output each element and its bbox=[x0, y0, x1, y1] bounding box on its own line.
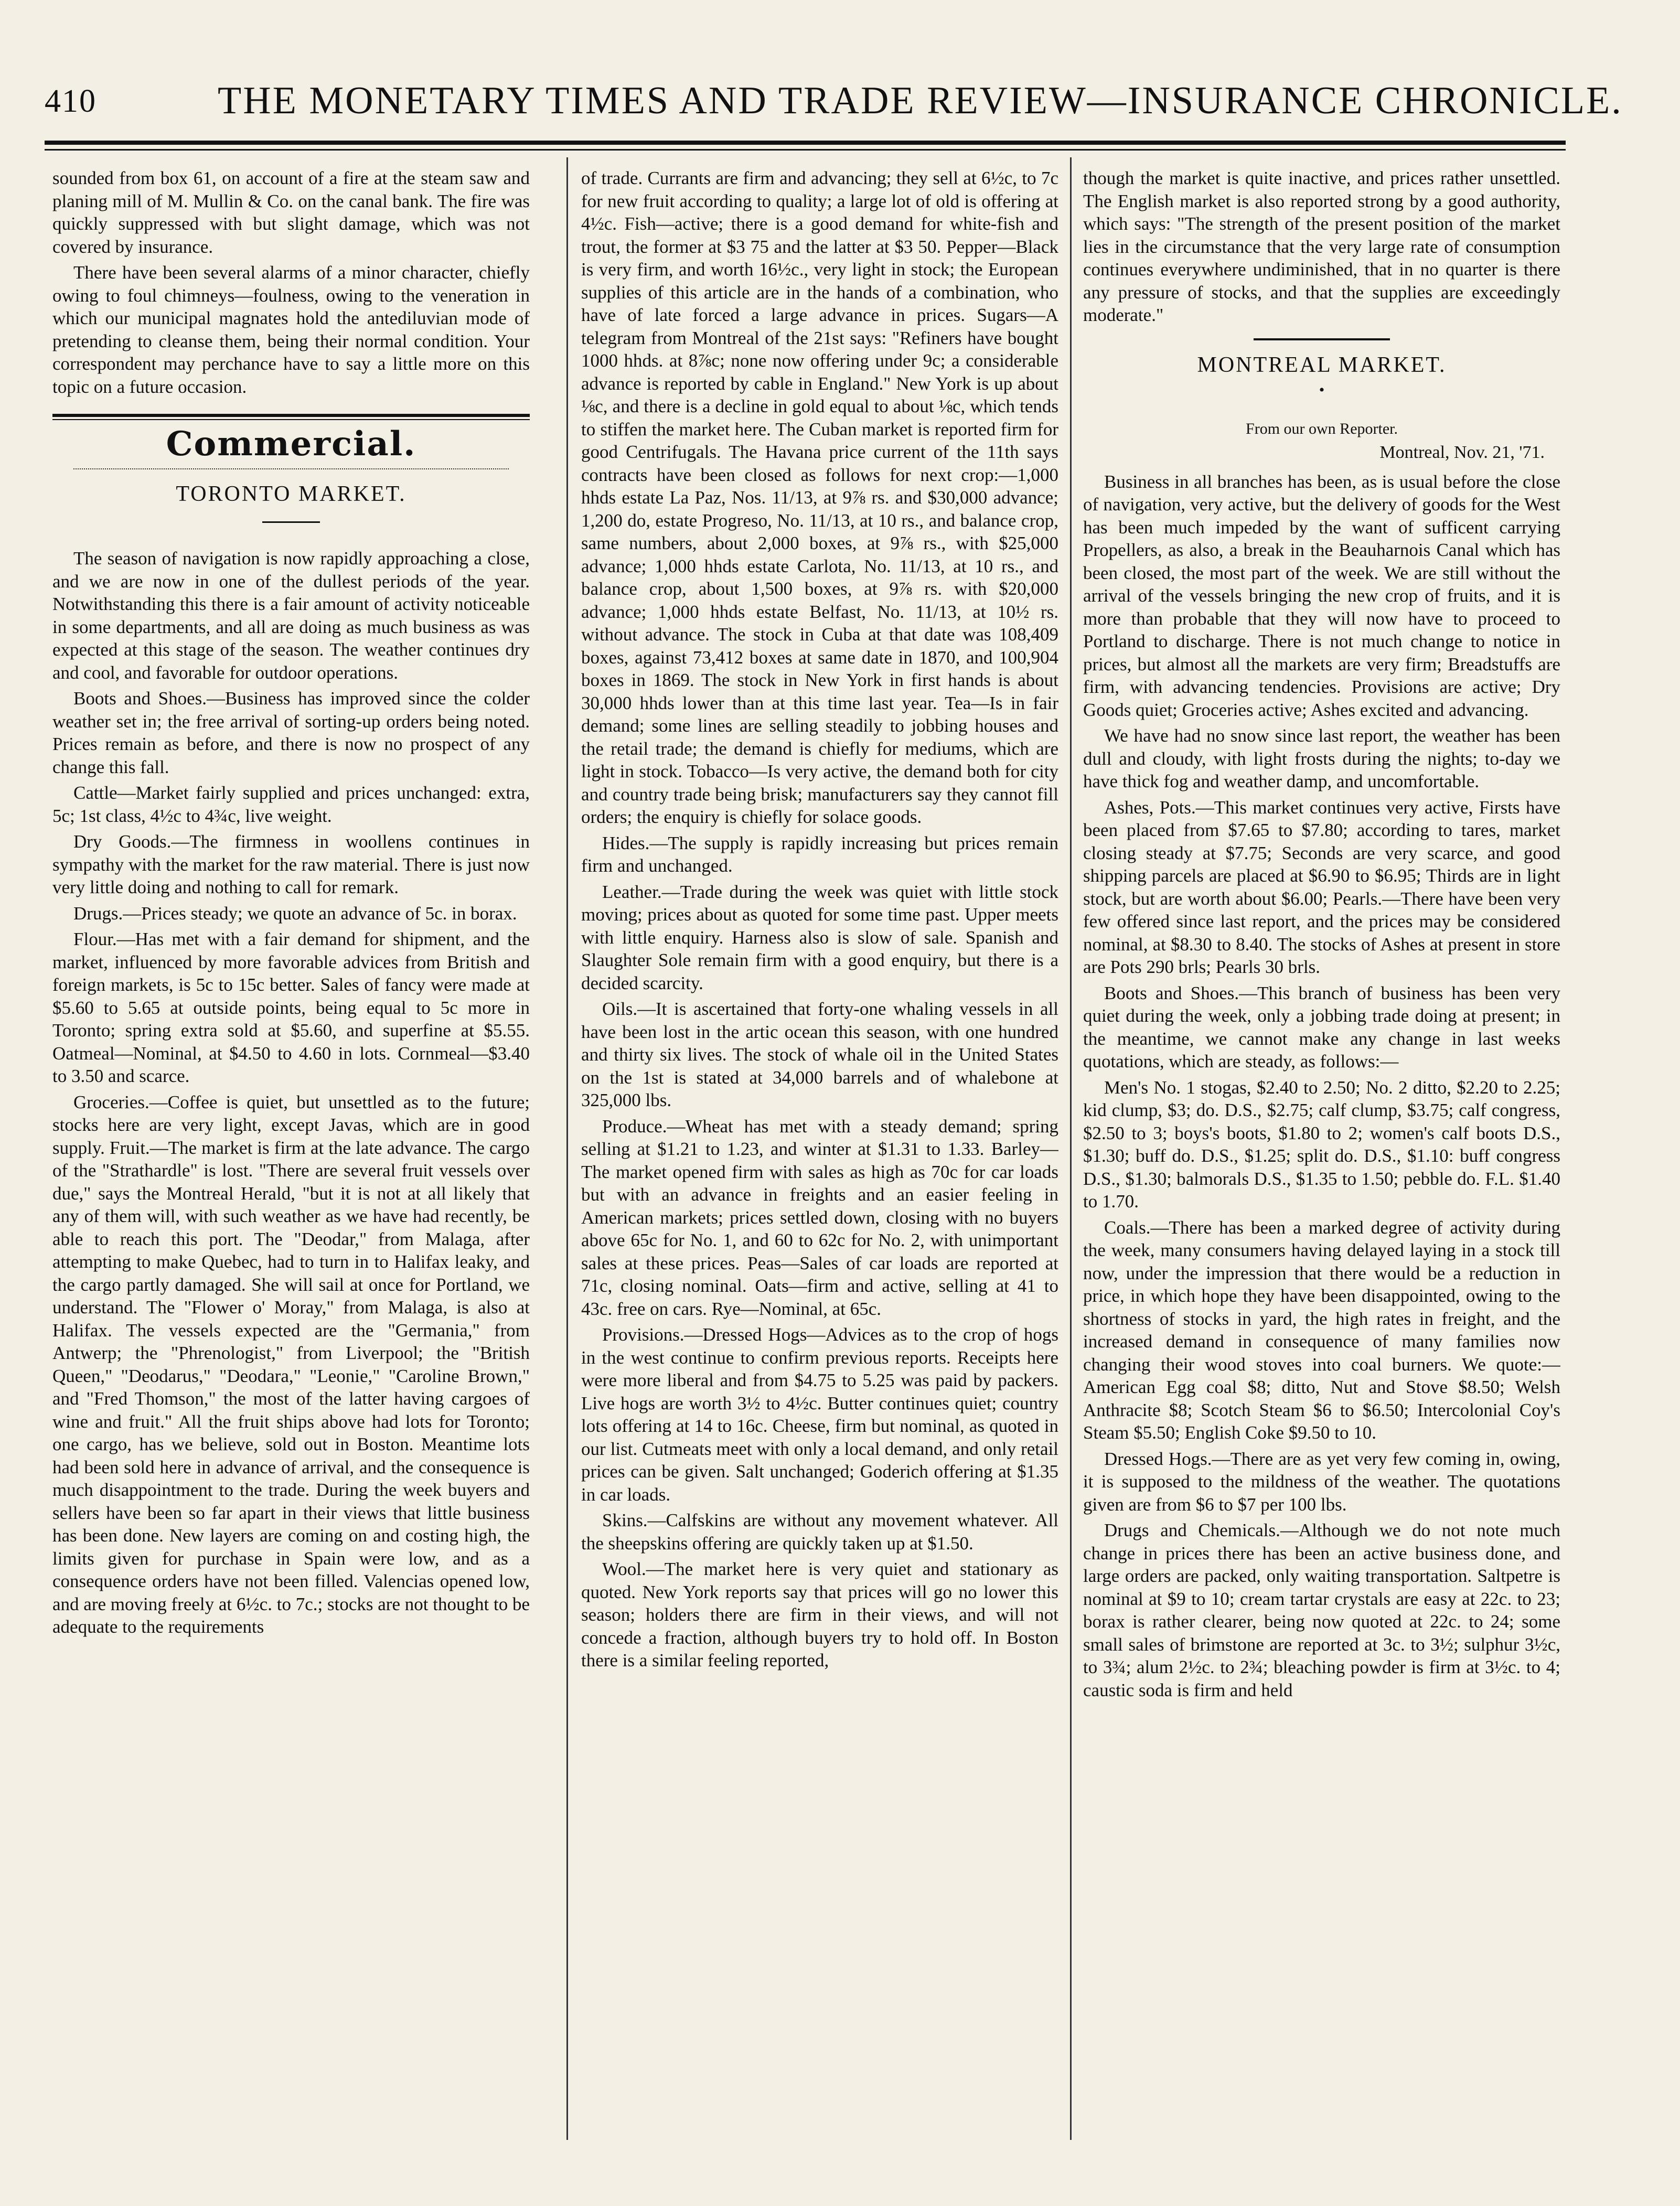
section-rule bbox=[52, 414, 530, 417]
reporter-line: From our own Reporter. bbox=[1246, 420, 1398, 437]
chimney-paragraph: There have been several alarms of a minor character, chiefly owing to foul chimneys—foulness, owing to the veneration in which our municipal magnates hold the antediluvian mode of pretending to cleanse them, being their normal condition. Your correspondent may perchance have to say a little more on this topic on a future occasion. bbox=[52, 262, 530, 397]
drugs-paragraph: Drugs.—Prices steady; we quote an advance of 5c. in borax. bbox=[73, 903, 517, 924]
wool-continued-paragraph: though the market is quite inactive, and prices rather unsettled. The English market is also reported strong by a good authority, which says: "The strength of the present position of the market lies in the circumstance that the very large rate of consumption continues everywhere undiminished, that in no quarter is there any pressure of stocks, and that the supplies are exceedingly moderate." bbox=[1083, 168, 1560, 325]
boots-shoes-paragraph: Boots and Shoes.—This branch of business has been very quiet during the week, only a jobbing trade doing at present; in the meantime, we cannot make any change in last weeks quotations, which are steady, as follows:— bbox=[1083, 982, 1560, 1072]
section-title: Commercial. bbox=[166, 424, 416, 464]
groceries-continued-paragraph: of trade. Currants are firm and advancing; they sell at 6½c, to 7c for new fruit according to quality; a large lot of old is offering at 4½c. Fish—active; there is a good demand for white-fish and trout, the former at $3 75 and the latter at $3 50. Pepper—Black is very firm, and worth 16½c., very light in stock; the European supplies of this article are in the hands of a combination, who have of late forced a large advance in prices. Sugars—A telegram from Montreal of the 21st says: "Refiners have bought 1000 hhds. at 8⅞c; none now offering under 9c; a considerable advance is reported by cable in England." New York is up about ⅛c, and there is a decline in gold equal to about ⅛c, which tends to stiffen the market here. The Cuban market is reported firm for good Centrifugals. The Havana price current of the 11th says contracts have been closed as follows for next crop:—1,000 hhds estate La Paz, Nos. 11/13, at 9⅞ rs. and $30,000 advance; 1,200 do, estate Progreso, No. 11/13, at 10 rs., and balance crop, same numbers, about 2,000 boxes, at 9⅞ rs., with $25,000 advance; 1,000 hhds estate Carlota, No. 11/13, at 10 rs., and balance crop, about 1,500 boxes, at 9⅞ rs. with $20,000 advance; 1,000 hhds estate Belfast, No. 11/13, at 10½ rs. without advance. The stock in Cuba at that date was 108,409 boxes, against 73,412 boxes at same date in 1870, and 100,904 boxes in 1869. The stock in New York in first hands is about 30,000 hhds lower than at this time last year. Tea—Is in fair demand; some lines are selling steadily to jobbing houses and the retail trade; the demand is chiefly for mediums, which are light in stock. Tobacco—Is very active, the demand both for city and country trade being brisk; manufacturers say they cannot fill orders; the enquiry is chiefly for solace goods. bbox=[581, 168, 1058, 827]
dotted-rule bbox=[73, 468, 509, 469]
oils-paragraph: Oils.—It is ascertained that forty-one whaling vessels in all have been lost in the artic ocean this season, with one hundred and thirty six lives. The stock of whale oil in the United States on the 1st is stated at 34,000 barrels and of whalebone at 325,000 lbs. bbox=[581, 999, 1058, 1110]
wool-paragraph: Wool.—The market here is very quiet and stationary as quoted. New York reports say that prices will go no lower this season; holders there are firm in their views, and will not concede a fraction, although buyers try to hold off. In Boston there is a similar feeling reported, bbox=[581, 1559, 1058, 1670]
ashes-paragraph: Ashes, Pots.—This market continues very active, Firsts have been placed from $7.65 to $7.80; according to tares, market closing steady at $7.75; Seconds are very scarce, and good shipping parcels are placed at $6.90 to $6.95; Thirds are in light stock, but are worth about $6.00; Pearls.—There have been very few offered since last report, and the prices may be considered nominal, at $8.30 to 8.40. The stocks of Ashes at present in store are Pots 290 brls; Pearls 30 brls. bbox=[1083, 797, 1560, 977]
column-3 bbox=[1083, 167, 1560, 2149]
flour-paragraph: Flour.—Has met with a fair demand for shipment, and the market, influenced by more favorable advices from British and foreign markets, is 5c to 15c better. Sales of fancy were made at $5.60 to 5.65 at outside points, being equal to 5c more in Toronto; spring extra sold at $5.60, and superfine at $5.55. Oatmeal—Nominal, at $4.50 to 4.60 in lots. Cornmeal—$3.40 to 3.50 and scarce. bbox=[52, 929, 530, 1086]
dressed-hogs-paragraph: Dressed Hogs.—There are as yet very few coming in, owing, it is supposed to the mildness of the weather. The quotations given are from $6 to $7 per 100 lbs. bbox=[1083, 1448, 1560, 1515]
dateline: Montreal, Nov. 21, '71. bbox=[1379, 443, 1545, 462]
dry-goods-paragraph: Dry Goods.—The firmness in woollens continues in sympathy with the market for the raw material. There is just now very little doing and nothing to call for remark. bbox=[52, 831, 530, 897]
page-number: 410 bbox=[45, 83, 97, 119]
quotations-paragraph: Men's No. 1 stogas, $2.40 to 2.50; No. 2 ditto, $2.20 to 2.25; kid clump, $3; do. D.S., $2.75; calf clump, $3.75; calf congress, $2.50 to 3; boys's boots, $1.80 to 2; women's calf boots D.S., $1.30; buff do. D.S., $1.25; split do. D.S., $1.10: buff congress D.S., $1.30; balmorals D.S., $1.35 to 1.50; pebble do. F.L. $1.40 to 1.70. bbox=[1083, 1077, 1560, 1212]
column-2 bbox=[581, 167, 1058, 2149]
column-1 bbox=[52, 167, 530, 2149]
leather-paragraph: Leather.—Trade during the week was quiet with little stock moving; prices about as quoted for some time past. Upper meets with little enquiry. Harness also is slow of sale. Spanish and Slaughter Sole remain firm with a good enquiry, but there is a decided scarcity. bbox=[581, 881, 1058, 993]
business-paragraph: Business in all branches has been, as is usual before the close of navigation, very active, but the delivery of goods for the West has been much impeded by the want of sufficent carrying Propellers, as also, a break in the Beauharnois Canal which has been closed, the most part of the week. We are still without the arrival of the vessels bringing the new crop of fruits, and it is more than probable that they will now have to proceed to Portland to discharge. There is not much change to notice in prices, but almost all the markets are very firm; Breadstuffs are firm, with advancing tendencies. Provisions are active; Dry Goods quiet; Groceries active; Ashes excited and advancing. bbox=[1083, 471, 1560, 720]
short-rule bbox=[1254, 338, 1390, 340]
fire-report-paragraph: sounded from box 61, on account of a fire at the steam saw and planing mill of M. Mullin & Co. on the canal bank. The fire was quickly suppressed with but slight damage, which was not covered by insurance. bbox=[52, 168, 530, 257]
boots-shoes-paragraph: Boots and Shoes.—Business has improved since the colder weather set in; the free arrival of sorting-up orders being noted. Prices remain as before, and there is now no prospect of any change this fall. bbox=[52, 688, 530, 777]
column-divider bbox=[1070, 157, 1072, 2140]
column-divider bbox=[566, 157, 568, 2140]
groceries-paragraph: Groceries.—Coffee is quiet, but unsettled as to the future; stocks here are very light, except Javas, which are in good supply. Fruit.—The market is firm at the late advance. The cargo of the "Strathardle" is lost. "There are several fruit vessels over due," says the Montreal Herald, "but it is not at all likely that any of them will, with such weather as we have had recently, be able to reach this port. The "Deodar," from Malaga, after attempting to make Quebec, had to turn in to Halifax leaky, and the cargo partly damaged. She will sail at once for Portland, we understand. The "Flower o' Moray," from Malaga, is also at Halifax. The vessels expected are the "Germania," from Antwerp; the "Phrenologist," from Liverpool; the "British Queen," "Deodarus," "Deodara," "Leonie," "Caroline Brown," and "Fred Thomson," the most of the latter having cargoes of wine and fruit." All the fruit ships above had lots for Toronto; one cargo, has we believe, sold out in Boston. Meantime lots had been sold here in advance of arrival, and the consequence is much disappointment to the trade. During the week buyers and sellers have been so far apart in their views that little business has been done. New layers are coming on and costing high, the limits given for purchase in Spain were low, and as a consequence orders have not been filled. Valencias opened low, and are moving freely at 6½c. to 7c.; stocks are not thought to be adequate to the requirements bbox=[52, 1091, 530, 1637]
page-header bbox=[45, 73, 1623, 142]
short-rule bbox=[262, 521, 320, 523]
cattle-paragraph: Cattle—Market fairly supplied and prices unchanged: extra, 5c; 1st class, 4½c to 4¾c, live weight. bbox=[52, 783, 530, 826]
drugs-chemicals-paragraph: Drugs and Chemicals.—Although we do not note much change in prices there has been an active business done, and large orders are packed, only waiting transportation. Saltpetre is nominal at $9 to 10; cream tartar crystals are easy at 22c. to 23; borax is rather clearer, being now quoted at 22c. to 24; some small sales of brimstone are reported at 3c. to 3½; sulphur 3½c, to 3¾; alum 2½c. to 2¾; bleaching powder is firm at 3½c. to 4; caustic soda is firm and held bbox=[1083, 1520, 1560, 1700]
produce-paragraph: Produce.—Wheat has met with a steady demand; spring selling at $1.21 to 1.23, and winter at $1.31 to 1.33. Barley—The market opened firm with sales as high as 70c for car loads but with an advance in freights and an easier feeling in American markets; prices settled down, closing with no buyers above 65c for No. 1, and 60 to 62c for No. 2, with unimportant sales at these prices. Peas—Sales of car loads are reported at 71c, closing nominal. Oats—firm and active, selling at 41 to 43c. free on cars. Rye—Nominal, at 65c. bbox=[581, 1116, 1058, 1319]
weather-paragraph: We have had no snow since last report, the weather has been dull and cloudy, with light frosts during the nights; to-day we have thick fog and weather damp, and uncomfortable. bbox=[1083, 725, 1560, 791]
hides-paragraph: Hides.—The supply is rapidly increasing but prices remain firm and unchanged. bbox=[581, 832, 1058, 876]
market-title: MONTREAL MARKET. bbox=[1197, 352, 1447, 377]
market-title: TORONTO MARKET. bbox=[176, 481, 406, 506]
ornament-dot-icon: • bbox=[1319, 381, 1325, 399]
skins-paragraph: Skins.—Calfskins are without any movement whatever. All the sheepskins offering are quickly taken up at $1.50. bbox=[581, 1510, 1058, 1554]
publication-title: THE MONETARY TIMES AND TRADE REVIEW—INSURANCE CHRONICLE. bbox=[218, 79, 1623, 122]
season-paragraph: The season of navigation is now rapidly approaching a close, and we are now in one of the dullest periods of the year. Notwithstanding this there is a fair amount of activity noticeable in some departments, and all are doing as much business as was expected at this stage of the season. The weather continues dry and cool, and favorable for outdoor operations. bbox=[52, 548, 530, 683]
section-rule-thin bbox=[52, 419, 530, 420]
header-rule bbox=[45, 141, 1566, 145]
provisions-paragraph: Provisions.—Dressed Hogs—Advices as to the crop of hogs in the west continue to confirm previous reports. Receipts here were more liberal and from $4.75 to 5.25 was paid by packers. Live hogs are worth 3½ to 4½c. Butter continues quiet; country lots offering at 14 to 16c. Cheese, firm but nominal, as quoted in our list. Cutmeats meet with only a local demand, and only retail prices can be given. Salt unchanged; Goderich offering at $1.35 in car loads. bbox=[581, 1324, 1058, 1505]
coals-paragraph: Coals.—There has been a marked degree of activity during the week, many consumers having delayed laying in a stock till now, under the impression that there would be a reduction in price, in which hope they have been disappointed, owing to the shortness of stocks in yard, the high rates in freight, and the increased demand in consequence of many families now changing their wood stoves into coal burners. We quote:—American Egg coal $8; ditto, Nut and Stove $8.50; Welsh Anthracite $8; Scotch Steam $6 to $6.50; Intercolonial Coy's Steam $5.50; English Coke $9.50 to 10. bbox=[1083, 1217, 1560, 1443]
header-rule-thin bbox=[45, 149, 1566, 151]
